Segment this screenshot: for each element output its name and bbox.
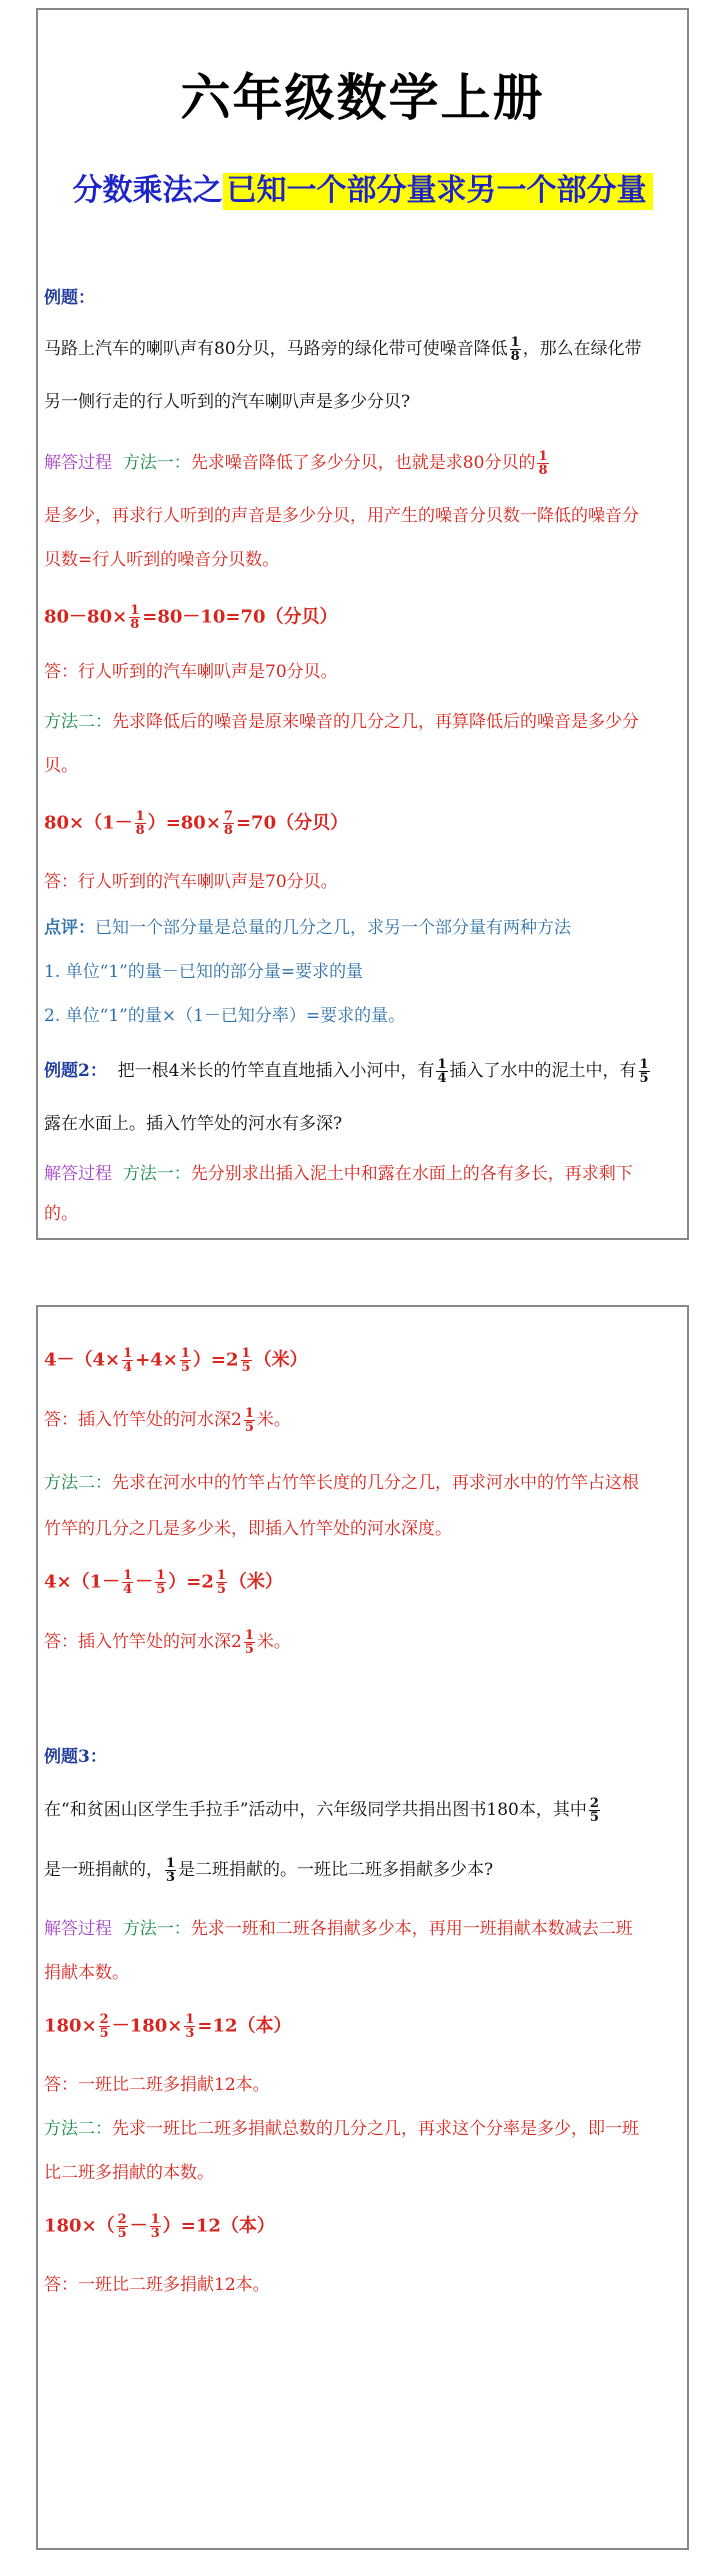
example-2-method-2-answer bbox=[44, 1629, 677, 1656]
text: 4×（1－ bbox=[44, 1571, 121, 1593]
review-label: 点评： bbox=[44, 918, 95, 938]
example-3-question-line-2 bbox=[44, 1857, 677, 1884]
frac-den: 8 bbox=[130, 617, 140, 632]
fraction bbox=[129, 604, 140, 631]
example-3-method-1-answer: 答：一班比二班多捐献12本。 bbox=[44, 2075, 270, 2095]
text: ）=2 bbox=[168, 1571, 214, 1593]
example-1-label: 例题： bbox=[44, 288, 95, 308]
frac-num: 1 bbox=[538, 449, 548, 464]
frac-num: 1 bbox=[244, 1406, 254, 1421]
frac-den: 3 bbox=[150, 2226, 160, 2241]
text: 答：插入竹竿处的河水深2 bbox=[44, 1410, 242, 1430]
frac-num: 1 bbox=[180, 1346, 190, 1361]
frac-den: 3 bbox=[166, 1870, 176, 1885]
text: 米。 bbox=[256, 1410, 291, 1430]
text: 马路上汽车的喇叭声有80分贝，马路旁的绿化带可使噪音降低 bbox=[44, 339, 508, 359]
fraction bbox=[165, 1857, 176, 1884]
subtitle-part-1: 分数乘法之 bbox=[72, 173, 223, 208]
text: 4－（4× bbox=[44, 1349, 121, 1371]
fraction bbox=[122, 1347, 133, 1374]
method-1-label: 方法一： bbox=[122, 453, 191, 473]
example-3-method-1-line-1 bbox=[44, 1917, 677, 1941]
text: =70（分贝） bbox=[235, 812, 349, 834]
frac-den: 8 bbox=[135, 823, 145, 838]
frac-num: 1 bbox=[639, 1057, 649, 1072]
solution-label: 解答过程 bbox=[44, 453, 112, 473]
fraction bbox=[184, 2013, 195, 2040]
frac-den: 5 bbox=[99, 2026, 109, 2041]
fraction bbox=[150, 2213, 161, 2240]
fraction bbox=[155, 1569, 166, 1596]
example-3-method-1-line-2: 捐献本数。 bbox=[44, 1963, 129, 1983]
example-2-method-2-line-2: 竹竿的几分之几是多少米，即插入竹竿处的河水深度。 bbox=[44, 1519, 452, 1539]
frac-num: 2 bbox=[589, 1796, 599, 1811]
example-1-method-2-line-2: 贝。 bbox=[44, 756, 78, 776]
text: 先求降低后的噪音是原来噪音的几分之几，再算降低后的噪音是多少分 bbox=[112, 712, 639, 732]
frac-den: 5 bbox=[241, 1360, 251, 1375]
frac-den: 5 bbox=[589, 1810, 599, 1825]
text: 已知一个部分量是总量的几分之几，求另一个部分量有两种方法 bbox=[95, 918, 571, 938]
frac-num: 1 bbox=[123, 1568, 133, 1583]
example-2-method-1-answer bbox=[44, 1407, 677, 1434]
page-subtitle bbox=[38, 165, 687, 209]
text: （米） bbox=[228, 1571, 283, 1593]
fraction bbox=[117, 2213, 128, 2240]
frac-num: 1 bbox=[166, 1856, 176, 1871]
text: 插入了水中的泥土中，有 bbox=[449, 1061, 637, 1081]
worksheet-page-2 bbox=[36, 1305, 689, 2550]
frac-num: 1 bbox=[150, 2212, 160, 2227]
frac-den: 8 bbox=[538, 463, 548, 478]
frac-den: 8 bbox=[510, 349, 520, 364]
example-2-question-line-2: 露在水面上。插入竹竿处的河水有多深? bbox=[44, 1114, 343, 1134]
text: 米。 bbox=[256, 1632, 291, 1652]
text: 180×（ bbox=[44, 2215, 115, 2237]
example-3-question-line-1 bbox=[44, 1797, 677, 1824]
example-1-method-2-line-1 bbox=[44, 710, 677, 734]
fraction bbox=[216, 1569, 227, 1596]
frac-den: 5 bbox=[244, 1420, 254, 1435]
text: 80－80× bbox=[44, 606, 128, 628]
frac-den: 8 bbox=[223, 823, 233, 838]
frac-num: 1 bbox=[123, 1346, 133, 1361]
frac-den: 3 bbox=[185, 2026, 195, 2041]
text: 80×（1－ bbox=[44, 812, 133, 834]
fraction bbox=[639, 1058, 650, 1085]
fraction bbox=[589, 1797, 600, 1824]
text: 先求一班比二班多捐献总数的几分之几，再求这个分率是多少，即一班 bbox=[112, 2119, 639, 2139]
example-2-question-line-1 bbox=[44, 1058, 677, 1085]
example-1-method-1-line-2: 是多少，再求行人听到的声音是多少分贝，用产生的噪音分贝数一降低的噪音分 bbox=[44, 506, 639, 526]
fraction bbox=[223, 810, 234, 837]
example-1-method-1-line-3: 贝数=行人听到的噪音分贝数。 bbox=[44, 550, 280, 570]
example-2-method-1-line-1 bbox=[44, 1162, 677, 1186]
method-1-label: 方法一： bbox=[122, 1164, 191, 1184]
review-item-2: 2. 单位“1”的量×（1－已知分率）=要求的量。 bbox=[44, 1006, 406, 1026]
frac-den: 5 bbox=[117, 2226, 127, 2241]
example-3-method-2-answer: 答：一班比二班多捐献12本。 bbox=[44, 2275, 270, 2295]
example-2-label: 例题2： bbox=[44, 1061, 107, 1081]
text: （米） bbox=[253, 1349, 308, 1371]
frac-num: 1 bbox=[241, 1346, 251, 1361]
text: 180× bbox=[44, 2015, 97, 2037]
text: 把一根4米长的竹竿直直地插入小河中，有 bbox=[117, 1061, 435, 1081]
text: － bbox=[135, 1571, 154, 1593]
text: － bbox=[129, 2215, 148, 2237]
method-2-label: 方法二： bbox=[44, 2119, 112, 2139]
method-1-label: 方法一： bbox=[122, 1919, 191, 1939]
text: 先求一班和二班各捐献多少本，再用一班捐献本数减去二班 bbox=[190, 1919, 633, 1939]
text: 先求在河水中的竹竿占竹竿长度的几分之几，再求河水中的竹竿占这根 bbox=[112, 1473, 639, 1493]
fraction bbox=[180, 1347, 191, 1374]
frac-den: 5 bbox=[180, 1360, 190, 1375]
review-line bbox=[44, 916, 677, 940]
example-1-question-line-2: 另一侧行走的行人听到的汽车喇叭声是多少分贝? bbox=[44, 392, 411, 412]
frac-num: 1 bbox=[216, 1568, 226, 1583]
example-2-method-1-line-2: 的。 bbox=[44, 1204, 78, 1224]
frac-num: 2 bbox=[99, 2012, 109, 2027]
fraction bbox=[122, 1569, 133, 1596]
example-1-method-2-answer: 答：行人听到的汽车喇叭声是70分贝。 bbox=[44, 872, 338, 892]
example-2-method-2-line-1 bbox=[44, 1471, 677, 1495]
method-2-label: 方法二： bbox=[44, 1473, 112, 1493]
worksheet-page-1 bbox=[36, 8, 689, 1240]
fraction bbox=[510, 336, 521, 363]
method-2-label: 方法二： bbox=[44, 712, 112, 732]
solution-label: 解答过程 bbox=[44, 1919, 112, 1939]
frac-den: 5 bbox=[216, 1582, 226, 1597]
fraction bbox=[241, 1347, 252, 1374]
text: ）=80× bbox=[147, 812, 221, 834]
fraction bbox=[135, 810, 146, 837]
frac-den: 4 bbox=[123, 1360, 133, 1375]
example-1-method-1-calculation bbox=[44, 604, 677, 631]
text: 是一班捐献的， bbox=[44, 1860, 163, 1880]
text: ，那么在绿化带 bbox=[522, 339, 642, 359]
frac-num: 1 bbox=[244, 1628, 254, 1643]
text: ）=2 bbox=[192, 1349, 239, 1371]
text: －180× bbox=[111, 2015, 183, 2037]
example-3-method-2-line-2: 比二班多捐献的本数。 bbox=[44, 2163, 214, 2183]
text: 先求噪音降低了多少分贝，也就是求80分贝的 bbox=[190, 453, 536, 473]
example-3-method-2-calculation bbox=[44, 2213, 677, 2240]
example-2-method-2-calculation bbox=[44, 1569, 677, 1596]
text: =12（本） bbox=[197, 2015, 292, 2037]
example-2-method-1-calculation bbox=[44, 1347, 677, 1374]
example-3-method-2-line-1 bbox=[44, 2117, 677, 2141]
fraction bbox=[99, 2013, 110, 2040]
text: 在“和贫困山区学生手拉手”活动中，六年级同学共捐出图书180本，其中 bbox=[44, 1800, 587, 1820]
review-item-1: 1. 单位“1”的量－已知的部分量=要求的量 bbox=[44, 962, 364, 982]
text: 是二班捐献的。一班比二班多捐献多少本? bbox=[178, 1860, 494, 1880]
fraction bbox=[537, 450, 548, 477]
example-1-method-1-line-1 bbox=[44, 450, 677, 477]
text: 先分别求出插入泥土中和露在水面上的各有多长，再求剩下 bbox=[190, 1164, 633, 1184]
fraction bbox=[244, 1629, 255, 1656]
solution-label: 解答过程 bbox=[44, 1164, 112, 1184]
frac-num: 2 bbox=[117, 2212, 127, 2227]
text: ）=12（本） bbox=[162, 2215, 275, 2237]
subtitle-highlight: 已知一个部分量求另一个部分量 bbox=[223, 173, 653, 210]
example-1-method-2-calculation bbox=[44, 810, 677, 837]
page-title: 六年级数学上册 bbox=[180, 69, 545, 127]
frac-num: 1 bbox=[510, 335, 520, 350]
frac-num: 1 bbox=[135, 809, 145, 824]
text: +4× bbox=[135, 1349, 178, 1371]
frac-num: 1 bbox=[185, 2012, 195, 2027]
example-1-method-1-answer: 答：行人听到的汽车喇叭声是70分贝。 bbox=[44, 662, 338, 682]
frac-num: 1 bbox=[437, 1057, 447, 1072]
example-1-question-line-1 bbox=[44, 336, 677, 363]
frac-num: 1 bbox=[130, 603, 140, 618]
text: 答：插入竹竿处的河水深2 bbox=[44, 1632, 242, 1652]
example-3-label: 例题3： bbox=[44, 1747, 107, 1767]
frac-den: 5 bbox=[639, 1071, 649, 1086]
example-3-method-1-calculation bbox=[44, 2013, 677, 2040]
frac-den: 5 bbox=[156, 1582, 166, 1597]
frac-num: 7 bbox=[223, 809, 233, 824]
fraction bbox=[244, 1407, 255, 1434]
frac-den: 5 bbox=[244, 1642, 254, 1657]
frac-num: 1 bbox=[156, 1568, 166, 1583]
fraction bbox=[436, 1058, 447, 1085]
frac-den: 4 bbox=[437, 1071, 447, 1086]
text: =80－10=70（分贝） bbox=[142, 606, 338, 628]
frac-den: 4 bbox=[123, 1582, 133, 1597]
